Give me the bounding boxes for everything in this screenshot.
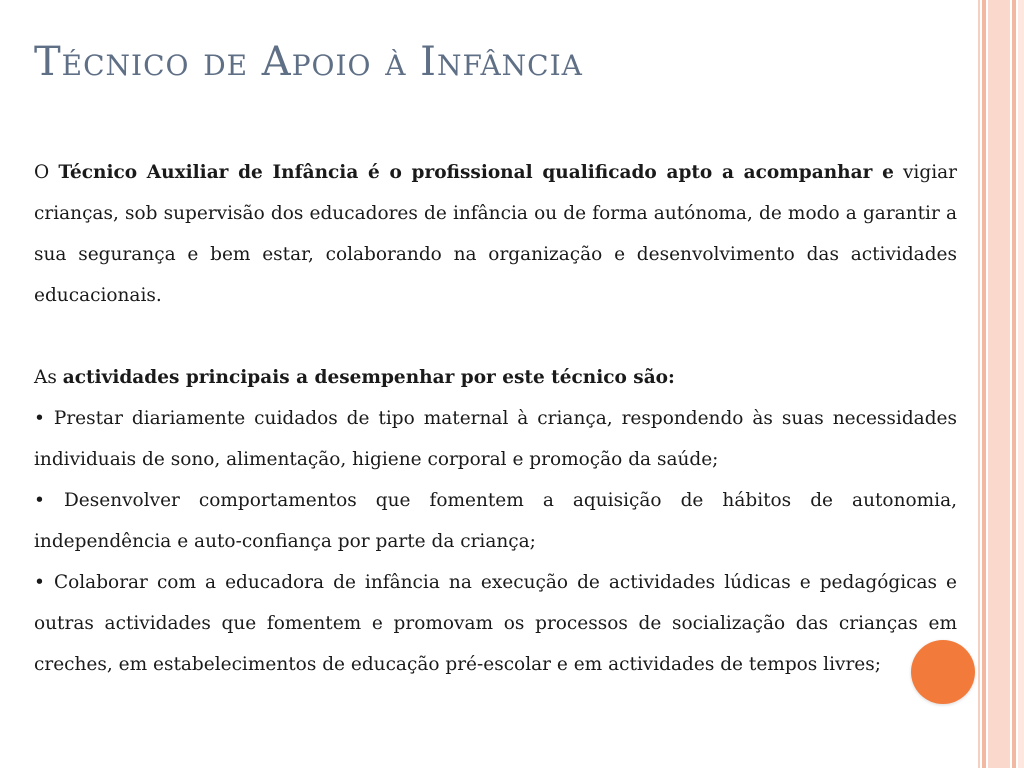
bullet-item (34, 562, 957, 685)
bullet-item (34, 398, 957, 480)
bullet-text: Desenvolver comportamentos que fomentem a aquisição de hábitos de autonomia, independência e auto-confiança por parte da criança; (34, 490, 957, 552)
bullet-marker: • (34, 490, 45, 511)
stripe (982, 0, 986, 768)
activities-prefix: As (34, 367, 63, 388)
stripe (988, 0, 1010, 768)
intro-bold: Técnico Auxiliar de Infância é o profissional qualificado apto a acompanhar e (58, 162, 894, 183)
stripe (1018, 0, 1024, 768)
intro-rest: vigiar crianças, sob supervisão dos educadores de infância ou de forma autónoma, de modo a garantir a sua segurança e bem estar, colaborando na organização e desenvolvimento das actividades educacionais. (34, 162, 957, 306)
bullet-marker: • (34, 408, 45, 429)
bullet-marker: • (34, 572, 45, 593)
bullet-text: Prestar diariamente cuidados de tipo maternal à criança, respondendo às suas necessidades individuais de sono, alimentação, higiene corporal e promoção da saúde; (34, 408, 957, 470)
decorative-stripes (976, 0, 1024, 768)
slide-body (34, 152, 957, 685)
accent-circle (911, 640, 975, 704)
slide-title: Técnico de Apoio à Infância (34, 39, 583, 85)
stripe (1012, 0, 1016, 768)
activities-bold: actividades principais a desempenhar por este técnico são: (62, 367, 675, 388)
bullet-text: Colaborar com a educadora de infância na execução de actividades lúdicas e pedagógicas e outras actividades que fomentem e promovam os processos de socialização das crianças em creches, em estabelecimentos de educação pré-escolar e em actividades de tempos livres; (34, 572, 957, 675)
bullet-item (34, 480, 957, 562)
activities-heading (34, 357, 957, 398)
intro-paragraph (34, 152, 957, 316)
stripe (978, 0, 980, 768)
intro-prefix: O (34, 162, 59, 183)
spacer (34, 316, 957, 357)
